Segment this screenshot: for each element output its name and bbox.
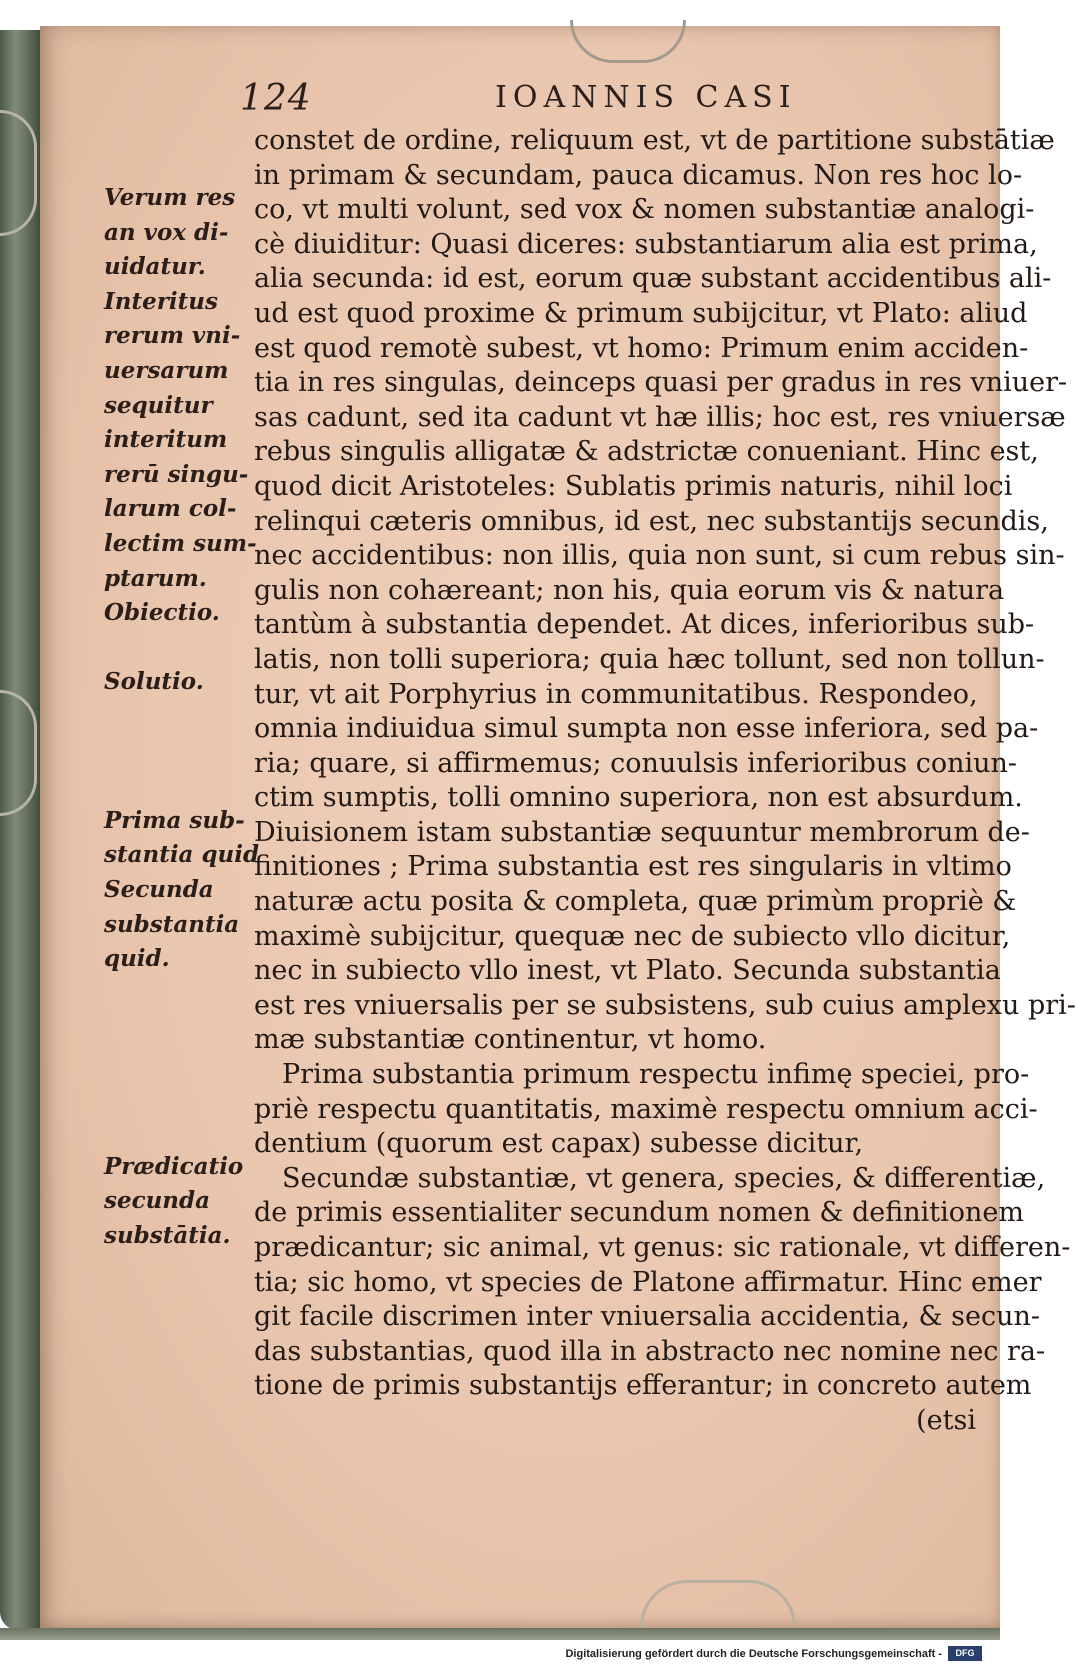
text-line: maximè subijcitur, quequæ nec de subiecto vllo dicitur,: [254, 920, 1011, 952]
text-line: tantùm à substantia dependet. At dices, inferioribus sub-: [254, 609, 1035, 641]
text-line: latis, non tolli superiora; quia hæc tollunt, sed non tollun-: [254, 643, 1045, 675]
text-line: mæ substantiæ continentur, vt homo.: [254, 1024, 767, 1056]
margin-note: Prædicatio: [104, 1152, 244, 1180]
margin-note: larum col-: [104, 495, 237, 523]
text-line: quod dicit Aristoteles: Sublatis primis naturis, nihil loci: [254, 470, 1013, 502]
footer-credit: Digitalisierung gefördert durch die Deutsche Forschungsgemeinschaft -: [565, 1648, 942, 1660]
text-line: priè respectu quantitatis, maximè respectu omnium acci-: [254, 1093, 1038, 1125]
margin-note: an vox di-: [104, 218, 229, 246]
margin-note: Obiectio.: [104, 599, 220, 627]
margin-note: secunda: [104, 1187, 211, 1215]
text-line: dentium (quorum est capax) subesse dicitur,: [254, 1128, 864, 1160]
page-header: [0, 78, 1000, 128]
text-line: constet de ordine, reliquum est, vt de partitione substātiæ: [254, 125, 1055, 156]
text-line: ud est quod proxime & primum subijcitur, vt Plato: aliud: [254, 297, 1028, 329]
text-line: ctim sumptis, tolli omnino superiora, non est absurdum.: [254, 782, 1023, 814]
text-line: nec in subiecto vllo inest, vt Plato. Secunda substantia: [254, 955, 1001, 987]
margin-note: uidatur.: [104, 253, 206, 281]
ring-clip-bottom: [640, 1580, 796, 1627]
margin-note: quid.: [104, 945, 170, 973]
text-line: sas cadunt, sed ita cadunt vt hæ illis; hoc est, res vniuersæ: [254, 401, 1066, 433]
book-clasp-top: [0, 110, 37, 236]
page-number: 124: [240, 78, 312, 119]
margin-note: Secunda: [104, 876, 214, 903]
text-line: tione de primis substantijs efferantur; in concreto autem: [254, 1370, 1032, 1402]
text-line: gulis non cohæreant; non his, quia eorum vis & natura: [254, 574, 1005, 606]
text-line: in primam & secundam, pauca dicamus. Non res hoc lo-: [254, 159, 1023, 191]
margin-note: sequitur: [104, 391, 213, 419]
text-line: rebus singulis alligatæ & adstrictæ conueniant. Hinc est,: [254, 436, 1039, 468]
book-edge: [0, 30, 42, 1630]
dfg-logo: DFG: [948, 1646, 982, 1661]
running-title: IOANNIS CASI: [495, 80, 797, 115]
margin-note: stantia quid: [104, 841, 260, 869]
margin-note: lectim sum-: [104, 530, 257, 557]
body-text: [254, 124, 1076, 1439]
text-line: finitiones ; Prima substantia est res singularis in vltimo: [254, 851, 1012, 883]
text-line: est quod remotè subest, vt homo: Primum enim acciden-: [254, 332, 1029, 364]
text-line: nec accidentibus: non illis, quia non sunt, si cum rebus sin-: [254, 540, 1065, 572]
margin-note: Solutio.: [104, 668, 204, 696]
book-clasp-middle: [0, 690, 37, 816]
text-line: alia secunda: id est, eorum quæ substant accidentibus ali-: [254, 263, 1052, 295]
text-line: git facile discrimen inter vniuersalia accidentia, & secun-: [254, 1301, 1041, 1333]
margin-note: Verum res: [104, 184, 236, 211]
margin-note: uersarum: [104, 357, 229, 384]
text-line: est res vniuersalis per se subsistens, sub cuius amplexu pri-: [254, 989, 1076, 1021]
text-line: prædicantur; sic animal, vt genus: sic rationale, vt differen-: [254, 1232, 1071, 1263]
text-line: tia in res singulas, deinceps quasi per gradus in res vniuer-: [254, 367, 1068, 399]
text-line: de primis essentialiter secundum nomen & definitionem: [254, 1197, 1024, 1229]
margin-note: rerū singu-: [104, 460, 249, 488]
margin-note: rerum vni-: [104, 322, 241, 350]
page-bottom-edge: [0, 1628, 1000, 1640]
text-line: Prima substantia primum respectu infimę speciei, pro-: [282, 1059, 1030, 1091]
text-line: cè diuiditur: Quasi diceres: substantiarum alia est prima,: [254, 228, 1038, 260]
text-line: tur, vt ait Porphyrius in communitatibus. Respondeo,: [254, 678, 978, 710]
margin-note: ptarum.: [104, 564, 207, 592]
text-line: (etsi: [916, 1404, 976, 1436]
margin-note: substātia.: [104, 1222, 231, 1249]
text-line: Diuisionem istam substantiæ sequuntur membrorum de-: [254, 816, 1030, 848]
margin-note: interitum: [104, 426, 228, 454]
text-line: Secundæ substantiæ, vt genera, species, & differentiæ,: [282, 1162, 1046, 1194]
text-line: tia; sic homo, vt species de Platone affirmatur. Hinc emer: [254, 1266, 1042, 1298]
text-line: ria; quare, si affirmemus; conuulsis inferioribus coniun-: [254, 747, 1018, 779]
text-line: naturæ actu posita & completa, quæ primùm propriè &: [254, 886, 1017, 918]
footer-bar: [0, 1640, 1000, 1669]
text-line: omnia indiuidua simul sumpta non esse inferiora, sed pa-: [254, 713, 1039, 745]
margin-note: Prima sub-: [104, 806, 245, 834]
text-line: relinqui cæteris omnibus, id est, nec substantijs secundis,: [254, 505, 1049, 537]
text-line: co, vt multi volunt, sed vox & nomen substantiæ analogi-: [254, 194, 1035, 226]
text-line: das substantias, quod illa in abstracto nec nomine nec ra-: [254, 1335, 1046, 1367]
margin-note: substantia: [104, 910, 240, 938]
margin-note: Interitus: [104, 287, 218, 315]
